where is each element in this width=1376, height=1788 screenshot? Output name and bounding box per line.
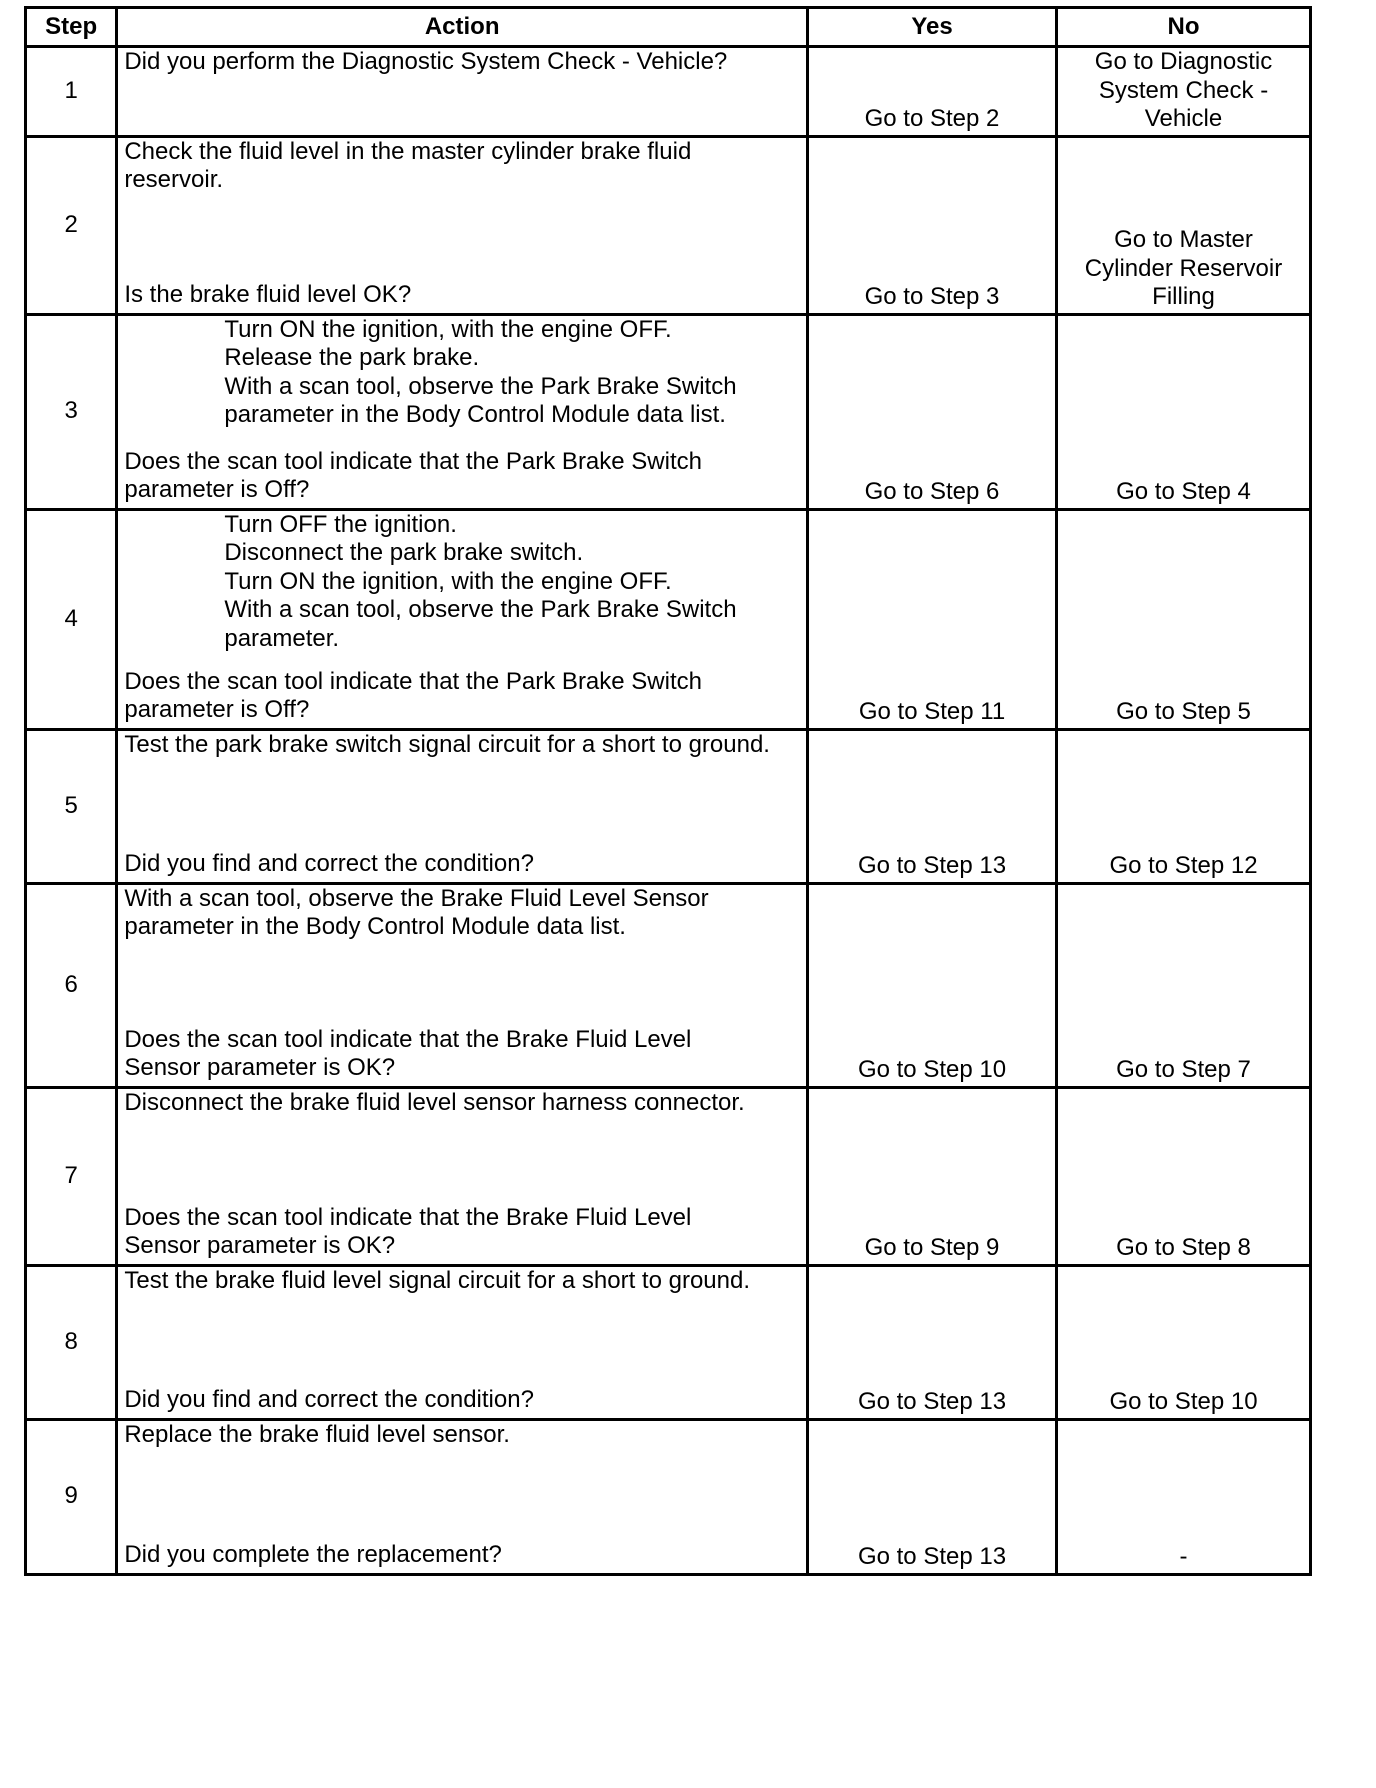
step-number: 9 (26, 1419, 117, 1574)
no-line: Go to Master (1114, 226, 1253, 253)
question-line: parameter is Off? (124, 696, 310, 723)
no-line: Go to Step 10 (1109, 1388, 1258, 1415)
action-instructions (124, 885, 800, 942)
table-row (26, 136, 1311, 314)
yes-result (808, 883, 1057, 1087)
no-result (1057, 136, 1311, 314)
question-line: Does the scan tool indicate that the Brake Fluid Level (124, 1025, 692, 1053)
no-line: System Check - (1098, 76, 1269, 104)
action-question (124, 850, 800, 879)
step-number: 3 (26, 314, 117, 509)
yes-line: Go to Step 13 (857, 1388, 1007, 1415)
yes-result (808, 1087, 1057, 1265)
action-cell (117, 509, 808, 729)
action-line: Turn ON the ignition, with the engine OFF. (224, 567, 672, 595)
yes-line: Go to Step 9 (864, 1234, 1000, 1261)
yes-result (808, 509, 1057, 729)
yes-line: Go to Step 2 (864, 105, 1000, 132)
question-line: Did you complete the replacement? (124, 1541, 502, 1568)
question-line: Does the scan tool indicate that the Park Brake Switch (124, 447, 702, 475)
action-question (124, 1541, 800, 1570)
step-number: 2 (26, 136, 117, 314)
action-cell (117, 47, 808, 137)
action-line: Replace the brake fluid level sensor. (124, 1420, 510, 1448)
step-number: 6 (26, 883, 117, 1087)
header-step: Step (26, 8, 117, 47)
action-line: With a scan tool, observe the Brake Fluid Level Sensor (124, 884, 709, 912)
yes-result (808, 1265, 1057, 1419)
action-line: reservoir. (124, 166, 224, 193)
table-row (26, 1265, 1311, 1419)
no-result (1057, 1265, 1311, 1419)
action-line: Test the brake fluid level signal circuit for a short to ground. (124, 1266, 750, 1294)
table-body (26, 47, 1311, 1575)
action-line: Did you perform the Diagnostic System Check - Vehicle? (124, 48, 728, 75)
no-result (1057, 1087, 1311, 1265)
action-cell (117, 314, 808, 509)
step-number: 5 (26, 729, 117, 883)
header-yes: Yes (808, 8, 1057, 47)
table-row (26, 47, 1311, 137)
question-line: Did you find and correct the condition? (124, 850, 534, 877)
table-row (26, 883, 1311, 1087)
action-instructions (124, 511, 800, 654)
no-line: Go to Step 7 (1116, 1056, 1251, 1083)
yes-line: Go to Step 6 (864, 478, 1000, 505)
question-line: parameter is Off? (124, 476, 310, 503)
action-instructions (124, 1421, 800, 1450)
yes-result (808, 729, 1057, 883)
no-line: Go to Step 8 (1116, 1234, 1251, 1261)
diagnostic-table (24, 6, 1312, 1576)
action-line: Test the park brake switch signal circuit for a short to ground. (124, 730, 770, 758)
action-line: Check the fluid level in the master cylinder brake fluid (124, 137, 692, 165)
yes-result (808, 1419, 1057, 1574)
action-instructions (124, 138, 800, 195)
yes-line: Go to Step 3 (864, 283, 1000, 310)
action-line: parameter in the Body Control Module data list. (124, 913, 626, 940)
no-line: Go to Step 12 (1109, 852, 1258, 879)
action-instructions (124, 731, 800, 760)
action-cell (117, 1087, 808, 1265)
action-instructions (124, 1089, 800, 1118)
action-line: Disconnect the park brake switch. (224, 539, 584, 566)
action-line: Disconnect the brake fluid level sensor harness connector. (124, 1088, 745, 1116)
no-result (1057, 509, 1311, 729)
table-row (26, 509, 1311, 729)
action-question (124, 1386, 800, 1415)
no-line: Filling (1152, 283, 1215, 310)
action-cell (117, 883, 808, 1087)
no-line: Cylinder Reservoir (1084, 254, 1283, 282)
table-row (26, 1087, 1311, 1265)
no-result (1057, 729, 1311, 883)
no-line: Go to Step 5 (1116, 698, 1251, 725)
header-row (26, 8, 1311, 47)
table-row (26, 314, 1311, 509)
action-instructions (124, 1267, 800, 1296)
question-line: Sensor parameter is OK? (124, 1232, 396, 1259)
yes-line: Go to Step 13 (857, 1543, 1007, 1570)
question-line: Does the scan tool indicate that the Brake Fluid Level (124, 1203, 692, 1231)
action-line: Turn OFF the ignition. (224, 510, 457, 538)
action-question (124, 1026, 800, 1083)
action-instructions (124, 316, 800, 430)
table-row (26, 729, 1311, 883)
no-result (1057, 1419, 1311, 1574)
yes-line: Go to Step 13 (857, 852, 1007, 879)
action-line: parameter. (224, 624, 340, 652)
step-number: 8 (26, 1265, 117, 1419)
question-line: Does the scan tool indicate that the Park Brake Switch (124, 667, 702, 695)
action-line: parameter in the Body Control Module data list. (224, 401, 726, 428)
action-question (124, 1204, 800, 1261)
question-line: Sensor parameter is OK? (124, 1054, 396, 1081)
action-line: Release the park brake. (224, 344, 480, 371)
action-question (124, 281, 800, 310)
yes-result (808, 47, 1057, 137)
action-question (124, 668, 800, 725)
action-question (124, 448, 800, 505)
no-line: Go to Step 4 (1116, 478, 1251, 505)
step-number: 7 (26, 1087, 117, 1265)
yes-result (808, 136, 1057, 314)
table-row (26, 1419, 1311, 1574)
action-instructions (124, 48, 800, 77)
header-action: Action (117, 8, 808, 47)
action-line: With a scan tool, observe the Park Brake Switch (224, 596, 737, 623)
no-result (1057, 314, 1311, 509)
action-cell (117, 1419, 808, 1574)
header-no: No (1057, 8, 1311, 47)
step-number: 1 (26, 47, 117, 137)
no-line: Go to Diagnostic (1094, 48, 1273, 75)
no-line: Vehicle (1144, 105, 1223, 132)
action-line: Turn ON the ignition, with the engine OFF. (224, 315, 672, 343)
yes-line: Go to Step 11 (858, 698, 1006, 725)
action-cell (117, 729, 808, 883)
yes-line: Go to Step 10 (857, 1056, 1007, 1083)
question-line: Is the brake fluid level OK? (124, 281, 412, 308)
yes-result (808, 314, 1057, 509)
no-result (1057, 883, 1311, 1087)
question-line: Did you find and correct the condition? (124, 1386, 534, 1413)
step-number: 4 (26, 509, 117, 729)
action-line: With a scan tool, observe the Park Brake Switch (224, 372, 737, 400)
action-cell (117, 1265, 808, 1419)
no-line: - (1179, 1543, 1188, 1570)
no-result (1057, 47, 1311, 137)
action-cell (117, 136, 808, 314)
